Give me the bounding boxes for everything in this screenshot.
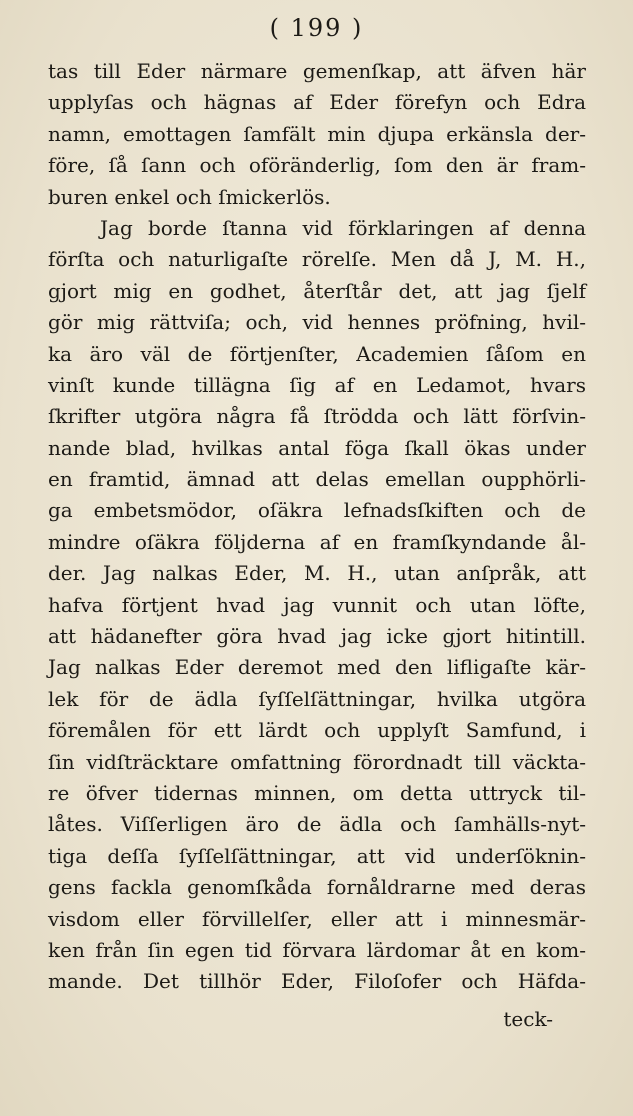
text-line: föremålen för ett lärdt och upplyſt Samfund, i xyxy=(48,718,586,743)
page-number: ( 199 ) xyxy=(269,14,364,42)
text-line: der. Jag nalkas Eder, M. H., utan anſpråk, att xyxy=(48,561,586,586)
text-line: ſin vidſträcktare omfattning förordnadt till väckta- xyxy=(48,749,586,774)
text-line: ken från ſin egen tid förvara lärdomar åt en kom- xyxy=(48,937,586,962)
text-line: att hädanefter göra hvad jag icke gjort hitintill. xyxy=(48,624,586,649)
text-line: vinſt kunde tillägna ſig af en Ledamot, hvars xyxy=(48,372,586,397)
text-line: ga embetsmödor, oſäkra lefnadsſkiften och de xyxy=(48,498,586,523)
text-line: mande. Det tillhör Eder, Filoſofer och Häfda- xyxy=(48,969,586,994)
text-line: re öfver tidernas minnen, om detta uttryck til- xyxy=(48,780,586,805)
catchword: teck- xyxy=(503,1007,553,1031)
text-line: lek för de ädla ſyſſelſättningar, hvilka utgöra xyxy=(48,686,586,711)
text-line: en framtid, ämnad att delas emellan oupphörli- xyxy=(48,467,586,492)
text-line: visdom eller förvillelſer, eller att i minnesmär- xyxy=(48,906,586,931)
text-line: förſta och naturligaſte rörelſe. Men då J, M. H., xyxy=(48,247,586,272)
text-line: gör mig rättviſa; och, vid hennes pröfning, hvil- xyxy=(48,310,586,335)
text-line: buren enkel och ſmickerlös. xyxy=(48,184,331,209)
body-text xyxy=(48,56,586,998)
text-line: låtes. Viſſerligen äro de ädla och ſamhälls-nyt- xyxy=(48,812,586,837)
text-line: ka äro väl de förtjenſter, Academien ſåſom en xyxy=(48,341,586,366)
text-line: före, ſå ſann och oföränderlig, ſom den är fram- xyxy=(48,153,586,178)
text-line: gens fackla genomſkåda fornåldrarne med deras xyxy=(48,875,586,900)
text-line: upplyſas och hägnas af Eder förefyn och Edra xyxy=(48,90,586,115)
text-line: hafva förtjent hvad jag vunnit och utan löfte, xyxy=(48,592,586,617)
text-line: tiga deſſa ſyſſelſättningar, att vid underſöknin- xyxy=(48,843,586,868)
text-line: Jag nalkas Eder deremot med den lifligaſte kär- xyxy=(48,655,586,680)
text-line: tas till Eder närmare gemenſkap, att äfven här xyxy=(48,59,586,83)
text-line: mindre oſäkra följderna af en framſkyndande ål- xyxy=(48,529,586,554)
text-line: Jag borde ſtanna vid förklaringen af denna xyxy=(100,215,586,240)
text-line: namn, emottagen ſamfält min djupa erkänsla der- xyxy=(48,121,586,146)
text-line: nande blad, hvilkas antal föga ſkall ökas under xyxy=(48,435,586,460)
text-line: gjort mig en godhet, återſtår det, att jag ſjelf xyxy=(48,278,586,303)
text-line: ſkrifter utgöra några få ſtrödda och lätt förſvin- xyxy=(48,404,586,429)
